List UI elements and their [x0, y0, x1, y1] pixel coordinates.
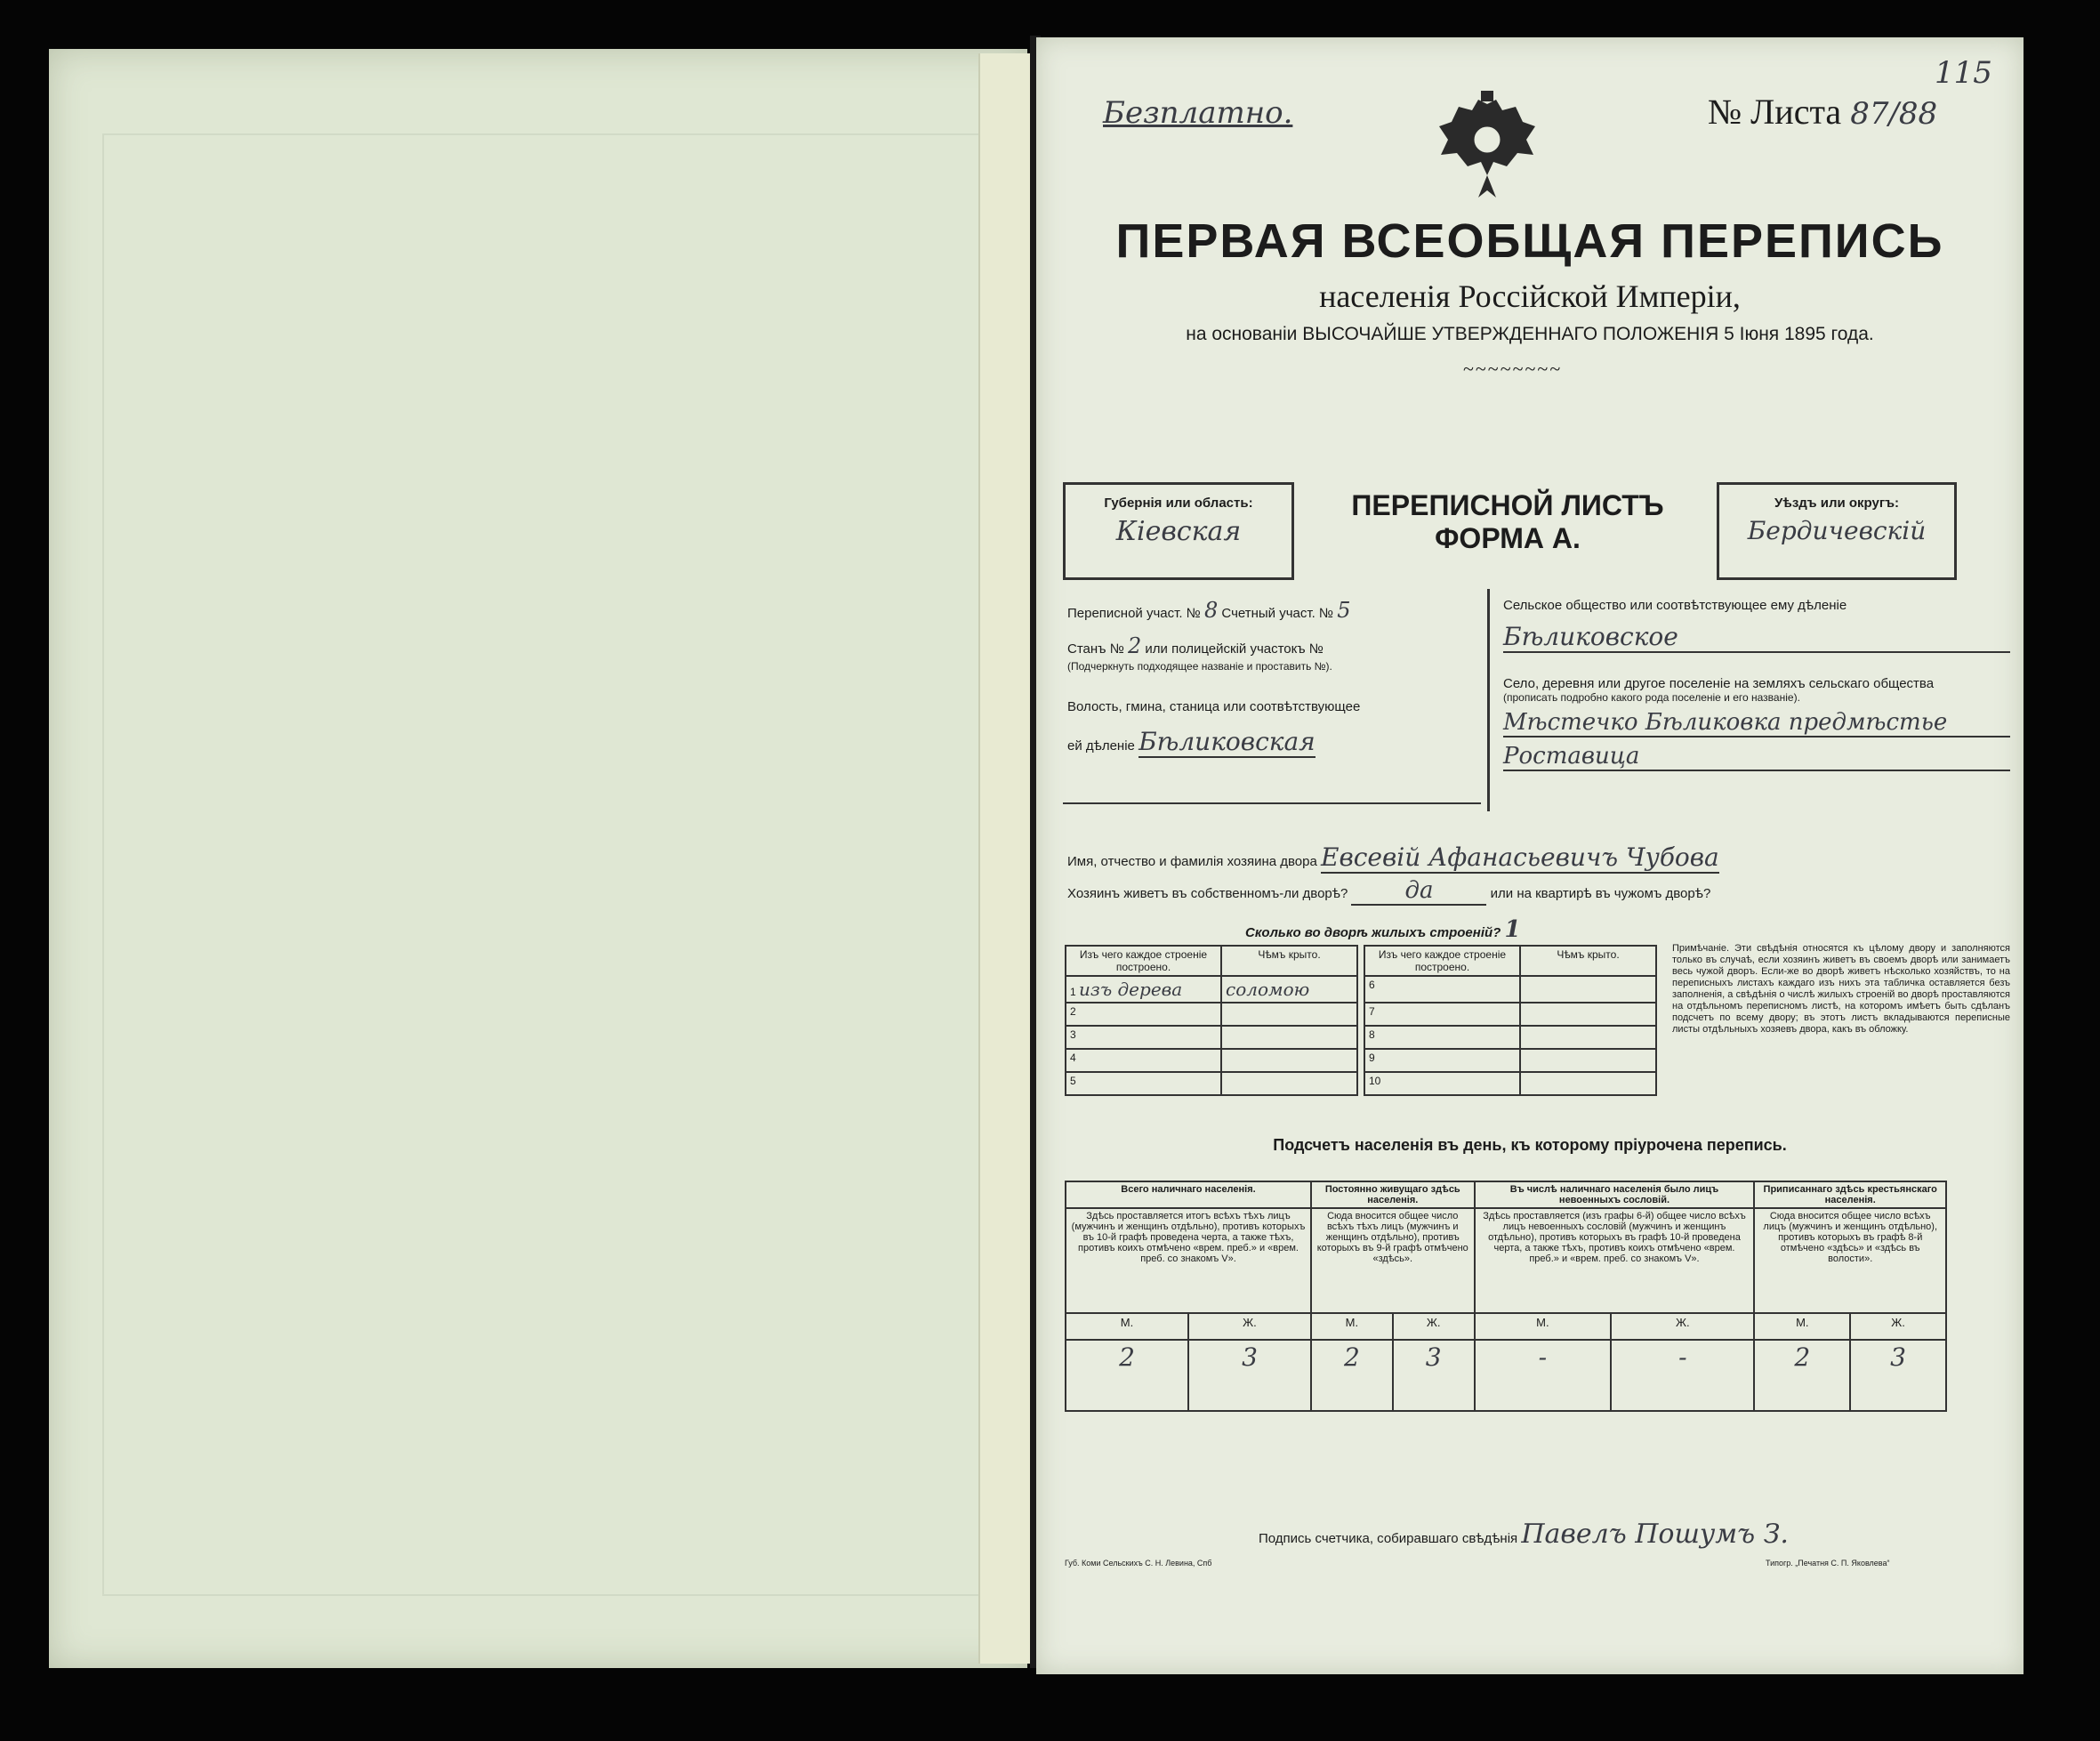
- summary-col-title: Въ числѣ наличнаго населенія было лицъ невоенныхъ сословій.: [1475, 1181, 1755, 1208]
- buildings-count-label: Сколько во дворѣ жилыхъ строеній?: [1245, 925, 1501, 940]
- col-material-header: Изъ чего каждое строеніе построено.: [1066, 946, 1221, 976]
- summary-col-title: Всего наличнаго населенія.: [1066, 1181, 1311, 1208]
- printer-left: Губ. Коми Сельскихъ С. Н. Левина, Спб: [1065, 1559, 1212, 1568]
- form-subtitle: населенія Россійской Имперіи,: [1319, 278, 1741, 314]
- summary-col-desc: Сюда вносится общее число всѣхъ тѣхъ лицъ (мужчинъ и женщинъ отдѣльно), противъ которыхъ въ 9-й графѣ отмѣчено «здѣсь».: [1311, 1208, 1475, 1313]
- count-male: -: [1475, 1340, 1612, 1411]
- table-row: 1 изъ дерева соломою: [1066, 976, 1357, 1003]
- table-row: 8: [1364, 1026, 1656, 1049]
- summary-col-title: Приписаннаго здѣсь крестьянскаго населенія.: [1754, 1181, 1946, 1208]
- district-fields: [1067, 598, 1476, 756]
- owner-lives-value: да: [1351, 877, 1486, 906]
- village-value-line-1: Мѣстечко Бѣликовка предмѣстье: [1503, 709, 2010, 738]
- signature-value: Павелъ Пошумъ З.: [1521, 1519, 1789, 1550]
- male-header: М.: [1754, 1313, 1850, 1340]
- divider-line: [1063, 802, 1481, 804]
- summary-table: [1065, 1181, 1947, 1412]
- summary-col-title: Постоянно живущаго здѣсь населенія.: [1311, 1181, 1475, 1208]
- owner-name-label: Имя, отчество и фамилія хозяина двора: [1067, 854, 1317, 869]
- table-row: 9: [1364, 1049, 1656, 1072]
- table-row: 4: [1066, 1049, 1357, 1072]
- form-title-block: [1303, 482, 1712, 555]
- col-roof-header-2: Чѣмъ крыто.: [1520, 946, 1656, 976]
- volost-label: Волость, гмина, станица или соотвѣтствующее: [1067, 699, 1361, 714]
- male-header: М.: [1311, 1313, 1393, 1340]
- vertical-divider: [1487, 589, 1490, 811]
- stan-label: Станъ №: [1067, 641, 1124, 657]
- owner-or-label: или на квартирѣ въ чужомъ дворѣ?: [1490, 886, 1711, 901]
- decorative-ornament: ~~~~~~~~: [1463, 358, 1563, 380]
- volost-label-2: ей дѣленіе: [1067, 738, 1135, 754]
- owner-fields: [1067, 842, 2010, 943]
- female-header: Ж.: [1188, 1313, 1311, 1340]
- roof-value: соломою: [1221, 976, 1357, 1003]
- summary-col-desc: Здѣсь проставляется (изъ графы 6-й) общее число всѣхъ лицъ невоенныхъ сословій (мужчинъ и женщинъ отдѣльно), противъ которыхъ въ графѣ 10-й проведена черта, а также тѣхъ, противъ коихъ отмѣчено «врем. преб.» и «врем. преб. со знакомъ V».: [1475, 1208, 1755, 1313]
- buildings-count-value: 1: [1504, 916, 1521, 943]
- sheet-number-value: 87/88: [1850, 96, 1938, 132]
- imperial-eagle-emblem-icon: [1432, 91, 1543, 206]
- underline-note: (Подчеркнуть подходящее названіе и проставить №).: [1067, 660, 1332, 673]
- table-row: 5: [1066, 1072, 1357, 1095]
- summary-heading: Подсчетъ населенія въ день, къ которому пріурочена перепись.: [1273, 1136, 1787, 1154]
- col-material-header-2: Изъ чего каждое строеніе построено.: [1364, 946, 1520, 976]
- bleed-through-ghost-form: [102, 133, 995, 1596]
- col-roof-header: Чѣмъ крыто.: [1221, 946, 1357, 976]
- census-form-page: [1036, 37, 2024, 1674]
- count-female: 3: [1850, 1340, 1946, 1411]
- female-header: Ж.: [1393, 1313, 1475, 1340]
- count-male: 2: [1311, 1340, 1393, 1411]
- police-district-label: или полицейскій участокъ №: [1145, 641, 1324, 657]
- table-row: 3: [1066, 1026, 1357, 1049]
- left-page-reverse-side: [49, 49, 1027, 1668]
- signature-line: [1259, 1519, 1789, 1550]
- form-main-title: ПЕРВАЯ ВСЕОБЩАЯ ПЕРЕПИСЬ: [1115, 214, 1944, 268]
- owner-name-value: Евсевій Афанасьевичъ Чубова: [1321, 842, 1719, 872]
- form-basis-line: на основаніи ВЫСОЧАЙШЕ УТВЕРЖДЕННАГО ПОЛОЖЕНІЯ 5 Іюня 1895 года.: [1186, 324, 1874, 344]
- guberniya-label: Губернія или область:: [1104, 496, 1253, 511]
- free-label: Безплатно.: [1103, 95, 1293, 131]
- counting-district-label: Счетный участ. №: [1221, 606, 1334, 621]
- table-row: 10: [1364, 1072, 1656, 1095]
- village-label: Село, деревня или другое поселеніе на земляхъ сельскаго общества: [1503, 676, 1935, 691]
- guberniya-box: [1063, 482, 1294, 580]
- page-edge: [978, 53, 1032, 1664]
- village-value-line-2: Роставица: [1503, 743, 2010, 771]
- count-female: 3: [1393, 1340, 1475, 1411]
- volost-value: Бѣликовская: [1139, 727, 1316, 756]
- society-label: Сельское общество или соотвѣтствующее ему дѣленіе: [1503, 598, 1847, 613]
- uezd-value: Бердичевскій: [1747, 516, 1927, 545]
- society-value: Бѣликовское: [1503, 622, 2010, 653]
- society-fields: [1503, 598, 2010, 771]
- buildings-table-right: [1364, 945, 1657, 1096]
- signature-label: Подпись счетчика, собиравшаго свѣдѣнія: [1259, 1531, 1518, 1546]
- male-header: М.: [1066, 1313, 1188, 1340]
- table-row: 2: [1066, 1003, 1357, 1026]
- count-male: 2: [1066, 1340, 1188, 1411]
- form-title: ПЕРЕПИСНОЙ ЛИСТЪ: [1351, 489, 1664, 521]
- page-number-stamp: 115: [1935, 55, 1992, 91]
- table-row: 7: [1364, 1003, 1656, 1026]
- uezd-label: Уѣздъ или округъ:: [1774, 496, 1900, 511]
- table-row: 6: [1364, 976, 1656, 1003]
- stan-value: 2: [1127, 633, 1142, 658]
- male-header: М.: [1475, 1313, 1612, 1340]
- material-value: изъ дерева: [1079, 979, 1183, 1000]
- counting-district-value: 5: [1337, 598, 1351, 623]
- owner-lives-label: Хозяинъ живетъ въ собственномъ-ли дворѣ?: [1067, 886, 1348, 901]
- uezd-box: [1717, 482, 1957, 580]
- printer-right: Типогр. „Печатня С. П. Яковлева“: [1766, 1559, 1890, 1568]
- census-district-value: 8: [1203, 598, 1219, 623]
- count-male: 2: [1754, 1340, 1850, 1411]
- village-note: (прописать подробно какого рода поселеніе и его названіе).: [1503, 691, 1800, 704]
- summary-col-desc: Здѣсь проставляется итогъ всѣхъ тѣхъ лицъ (мужчинъ и женщинъ отдѣльно), противъ которыхъ въ 10-й графѣ проведена черта, а также тѣхъ, противъ коихъ отмѣчено «врем. преб.» и «врем. преб. со знакомъ V».: [1066, 1208, 1311, 1313]
- sheet-number-label-text: № Листа: [1708, 92, 1842, 132]
- female-header: Ж.: [1850, 1313, 1946, 1340]
- form-name: ФОРМА А.: [1435, 522, 1581, 554]
- summary-col-desc: Сюда вносится общее число всѣхъ лицъ (мужчинъ и женщинъ отдѣльно), противъ которыхъ въ графѣ 8-й отмѣчено «здѣсь» и «здѣсь въ волости».: [1754, 1208, 1946, 1313]
- count-female: 3: [1188, 1340, 1311, 1411]
- census-district-label: Переписной участ. №: [1067, 606, 1201, 621]
- count-female: -: [1611, 1340, 1754, 1411]
- guberniya-value: Кіевская: [1115, 516, 1242, 547]
- sheet-number-label: [1708, 91, 1937, 133]
- buildings-table-left: [1065, 945, 1358, 1096]
- note-text: Примѣчаніе. Эти свѣдѣнія относятся къ цѣлому двору и заполняются только въ случаѣ, если хозяинъ живетъ въ своемъ дворѣ или занимаетъ весь чужой дворъ. Если-же во дворѣ живетъ нѣсколько хозяйствъ, то на переписныхъ листахъ каждаго изъ нихъ эта табличка оставляется безъ заполненія, а свѣдѣнія о числѣ жилыхъ строеній во дворѣ проставляются на отдѣльномъ переписномъ листѣ, на которомъ имѣетъ быть сдѣланъ подсчетъ по всему двору; въ этотъ листъ вкладываются переписные листы отдѣльныхъ хозяевъ двора, какъ въ обложку.: [1672, 943, 2010, 1035]
- female-header: Ж.: [1611, 1313, 1754, 1340]
